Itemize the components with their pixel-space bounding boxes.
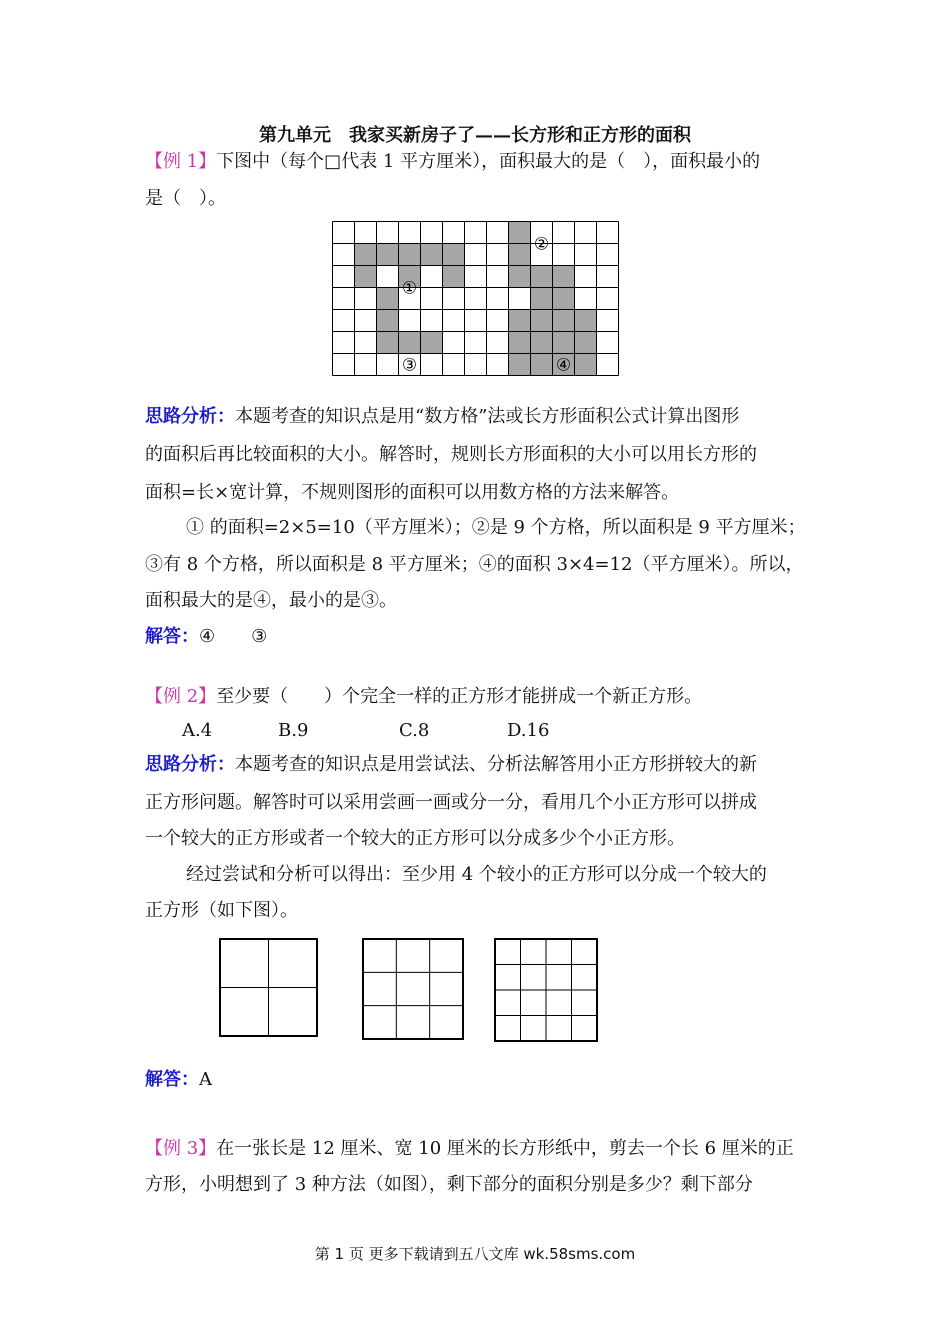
shaded-cell	[553, 332, 575, 354]
ex2-analysis-line-2: 正方形问题。解答时可以采用尝画一画或分一分，看用几个小正方形可以拼成	[145, 792, 757, 813]
ex1-question-text-1: 下图中（每个□代表 1 平方厘米），面积最大的是（ ），面积最小的	[216, 151, 761, 172]
shaded-cell	[377, 310, 399, 332]
ex1-analysis-tag: 思路分析：	[145, 406, 235, 427]
shaded-cell	[531, 354, 553, 376]
shaded-cell	[575, 332, 597, 354]
four-by-four-square-figure	[494, 938, 600, 1044]
ex1-answer-line	[145, 625, 825, 649]
ex1-analysis-line-2: 的面积后再比较面积的大小。解答时，规则长方形面积的大小可以用长方形的	[145, 444, 757, 465]
shaded-cell	[553, 288, 575, 310]
shaded-cell	[509, 266, 531, 288]
ex2-answer-line	[145, 1068, 825, 1092]
ex3-question-text-1: 在一张长是 12 厘米、宽 10 厘米的长方形纸中，剪去一个长 6 厘米的正	[216, 1138, 794, 1159]
ex2-analysis-line-4: 经过尝试和分析可以得出：至少用 4 个较小的正方形可以分成一个较大的	[186, 864, 767, 885]
page-title: 第九单元 我家买新房子了——长方形和正方形的面积	[259, 125, 691, 146]
shape-label-3: ③	[401, 355, 418, 376]
shaded-cell	[399, 332, 421, 354]
shape-label-4: ④	[555, 355, 572, 376]
shaded-cell	[355, 266, 377, 288]
ex2-question-text-1: 至少要（ ）个完全一样的正方形才能拼成一个新正方形。	[216, 686, 703, 707]
shaded-cell	[377, 244, 399, 266]
ex2-analysis-line-1	[145, 753, 825, 777]
ex1-analysis-line-1	[145, 405, 825, 429]
ex1-tag: 【例 1】	[145, 151, 217, 172]
shaded-cell	[553, 310, 575, 332]
ex3-question-line-2: 方形，小明想到了 3 种方法（如图），剩下部分的面积分别是多少？剩下部分	[145, 1174, 753, 1195]
shaded-cell	[443, 244, 465, 266]
shaded-cell	[531, 310, 553, 332]
shaded-cell	[575, 354, 597, 376]
shaded-cell	[575, 310, 597, 332]
ex2-option-d: D.16	[507, 720, 550, 741]
shaded-cell	[509, 244, 531, 266]
ex2-analysis-line-3: 一个较大的正方形或者一个较大的正方形可以分成多少个小正方形。	[145, 828, 685, 849]
ex1-answer-tag: 解答：	[145, 626, 199, 647]
ex2-answer-text: A	[199, 1069, 212, 1090]
shaded-cell	[399, 244, 421, 266]
ex3-question-line-1	[145, 1137, 825, 1161]
two-by-two-square-figure	[219, 938, 319, 1038]
shaded-cell	[377, 288, 399, 310]
ex1-question-line-2: 是（ ）。	[145, 188, 226, 209]
square-outline	[363, 939, 463, 1039]
shaded-cell	[355, 244, 377, 266]
shaded-cell	[531, 332, 553, 354]
ex1-analysis-text-1: 本题考查的知识点是用“数方格”法或长方形面积公式计算出图形	[235, 406, 740, 427]
shaded-cell	[443, 266, 465, 288]
ex1-grid-figure	[332, 221, 620, 377]
shaded-cell	[509, 310, 531, 332]
ex2-analysis-line-5: 正方形（如下图）。	[145, 900, 298, 921]
ex2-answer-tag: 解答：	[145, 1069, 199, 1090]
ex2-option-a: A.4	[182, 720, 213, 741]
shaded-cell	[531, 288, 553, 310]
ex2-analysis-text-1: 本题考查的知识点是用尝试法、分析法解答用小正方形拼较大的新	[235, 754, 757, 775]
shaded-cell	[421, 332, 443, 354]
three-by-three-square-figure	[362, 938, 466, 1042]
ex1-answer-text: ④ ③	[199, 626, 268, 647]
ex1-analysis-line-4: ① 的面积=2×5=10（平方厘米）；②是 9 个方格，所以面积是 9 平方厘米；	[186, 517, 806, 538]
ex2-analysis-tag: 思路分析：	[145, 754, 235, 775]
ex2-option-b: B.9	[278, 720, 309, 741]
ex1-question-line-1	[145, 150, 825, 174]
shaded-cell	[509, 222, 531, 244]
shaded-cell	[421, 244, 443, 266]
ex2-tag: 【例 2】	[145, 686, 217, 707]
ex2-option-c: C.8	[399, 720, 430, 741]
ex3-tag: 【例 3】	[145, 1138, 217, 1159]
ex1-analysis-line-6: 面积最大的是④，最小的是③。	[145, 590, 397, 611]
ex1-analysis-line-3: 面积=长×宽计算，不规则图形的面积可以用数方格的方法来解答。	[145, 482, 680, 503]
ex2-question-line-1	[145, 685, 825, 709]
page-footer: 第 1 页 更多下载请到五八文库 wk.58sms.com	[314, 1245, 636, 1263]
shaded-cell	[553, 266, 575, 288]
shape-label-1: ①	[401, 278, 418, 299]
ex1-analysis-line-5: ③有 8 个方格，所以面积是 8 平方厘米；④的面积 3×4=12（平方厘米）。所以，	[145, 554, 804, 575]
shaded-cell	[531, 266, 553, 288]
shaded-cell	[509, 332, 531, 354]
shaded-cell	[509, 354, 531, 376]
shaded-cell	[377, 332, 399, 354]
shape-label-2: ②	[533, 234, 550, 255]
